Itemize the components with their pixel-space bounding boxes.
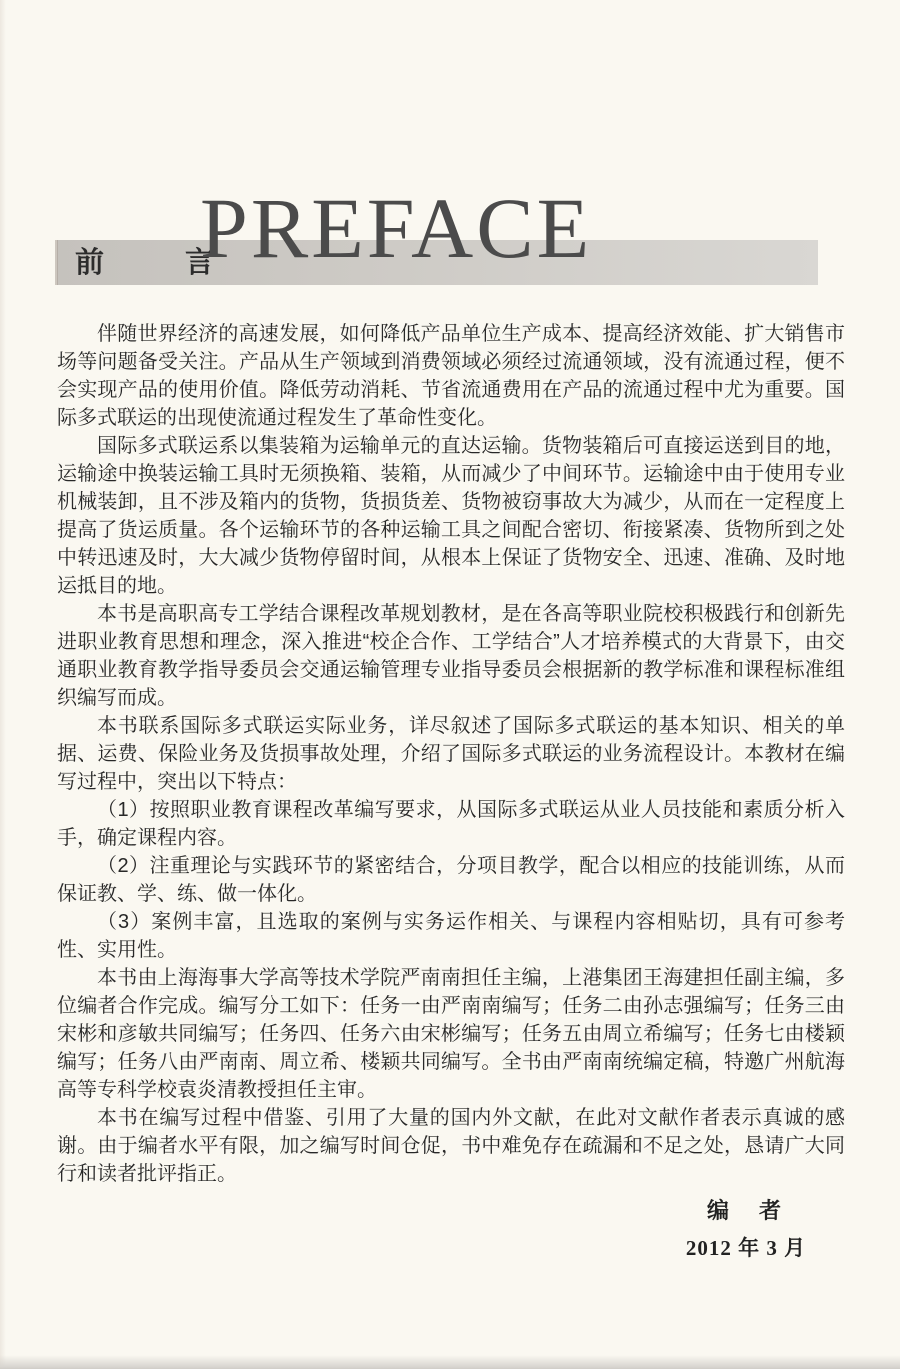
paragraph-7: （3）案例丰富，且选取的案例与实务运作相关、与课程内容相贴切，具有可参考性、实用性。 — [57, 911, 845, 961]
page-title-english: PREFACE — [200, 180, 593, 276]
page-title-chinese: 前 言 — [75, 247, 241, 279]
paragraph-8: 本书由上海海事大学高等技术学院严南南担任主编，上港集团王海建担任副主编，多位编者合作完成。编写分工如下：任务一由严南南编写；任务二由孙志强编写；任务三由宋彬和彦敏共同编写；任务四、任务六由宋彬编写；任务五由周立希编写；任务七由楼颖编写；任务八由严南南、周立希、楼颖共同编写。全书由严南南统编定稿，特邀广州航海高等专科学校袁炎清教授担任主审。 — [57, 967, 845, 1101]
paragraph-1: 伴随世界经济的高速发展，如何降低产品单位生产成本、提高经济效能、扩大销售市场等问题备受关注。产品从生产领域到消费领域必须经过流通领域，没有流通过程，便不会实现产品的使用价值。降低劳动消耗、节省流通费用在产品的流通过程中尤为重要。国际多式联运的出现使流通过程发生了革命性变化。 — [57, 323, 845, 429]
paragraph-9: 本书在编写过程中借鉴、引用了大量的国内外文献，在此对文献作者表示真诚的感谢。由于编者水平有限，加之编写时间仓促，书中难免存在疏漏和不足之处，恳请广大同行和读者批评指正。 — [57, 1107, 845, 1185]
paragraph-2: 国际多式联运系以集装箱为运输单元的直达运输。货物装箱后可直接运送到目的地，运输途中换装运输工具时无须换箱、装箱，从而减少了中间环节。运输途中由于使用专业机械装卸，且不涉及箱内的货物，货损货差、货物被窃事故大为减少，从而在一定程度上提高了货运质量。各个运输环节的各种运输工具之间配合密切、衔接紧凑、货物所到之处中转迅速及时，大大减少货物停留时间，从根本上保证了货物安全、迅速、准确、及时地运抵目的地。 — [57, 435, 845, 597]
paragraph-4: 本书联系国际多式联运实际业务，详尽叙述了国际多式联运的基本知识、相关的单据、运费、保险业务及货损事故处理，介绍了国际多式联运的业务流程设计。本教材在编写过程中，突出以下特点： — [57, 715, 845, 793]
signature-block — [656, 1196, 836, 1262]
signature-author: 编 者 — [706, 1198, 785, 1223]
paragraph-6: （2）注重理论与实践环节的紧密结合，分项目教学，配合以相应的技能训练，从而保证教、学、练、做一体化。 — [57, 855, 845, 905]
scan-bottom-edge — [0, 1355, 900, 1369]
paragraph-3: 本书是高职高专工学结合课程改革规划教材，是在各高等职业院校积极践行和创新先进职业教育思想和理念，深入推进“校企合作、工学结合”人才培养模式的大背景下，由交通职业教育教学指导委员会交通运输管理专业指导委员会根据新的教学标准和课程标准组织编写而成。 — [57, 603, 845, 709]
preface-body — [57, 320, 845, 1188]
paragraph-5: （1）按照职业教育课程改革编写要求，从国际多式联运从业人员技能和素质分析入手，确定课程内容。 — [57, 799, 845, 849]
scan-left-edge — [0, 0, 6, 1369]
signature-date: 2012 年 3 月 — [685, 1236, 807, 1260]
